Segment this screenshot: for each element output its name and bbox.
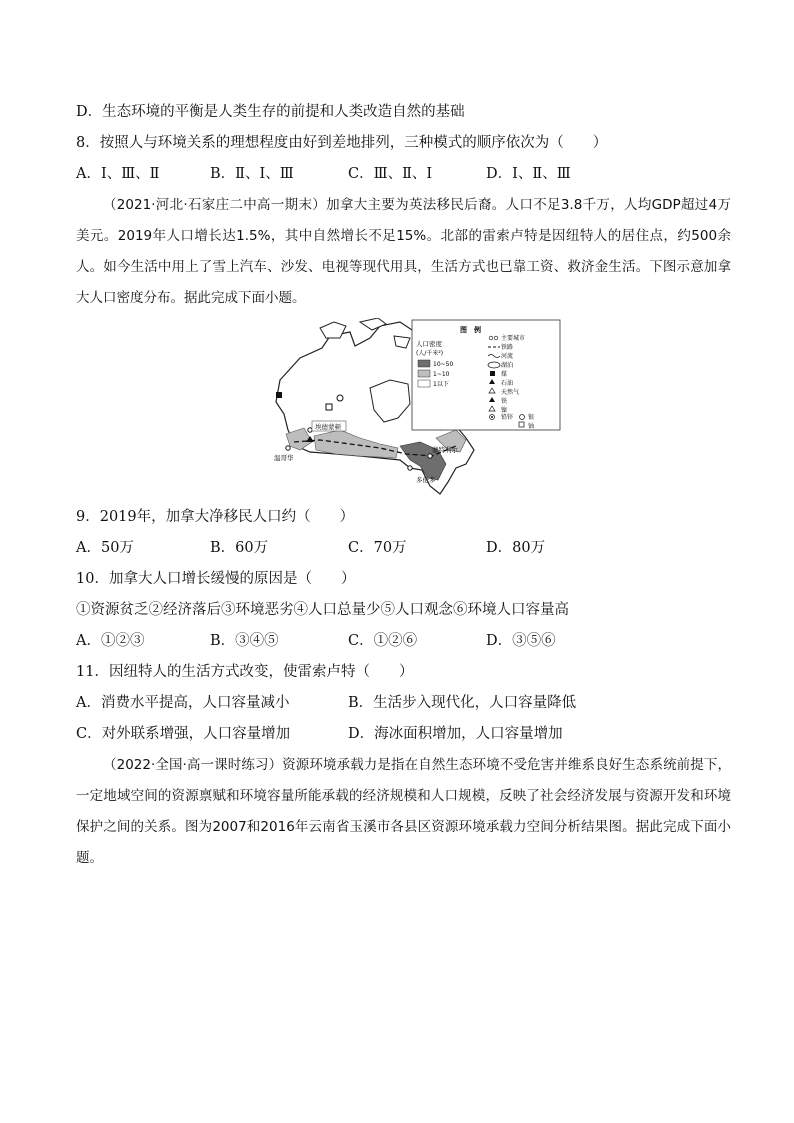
canada-population-density-map <box>260 318 564 498</box>
coal-symbol <box>276 392 282 398</box>
q11-option-d: D．海冰面积增加，人口容量增加 <box>348 726 563 742</box>
legend-coal: 煤 <box>501 371 508 378</box>
map-legend <box>412 320 560 430</box>
q10-option-a: A．①②③ <box>76 633 145 649</box>
legend-oil: 石油 <box>501 380 514 387</box>
city-dot-vancouver <box>286 446 290 450</box>
q10-option-d: D．③⑤⑥ <box>486 633 556 649</box>
legend-title: 图 例 <box>460 326 481 334</box>
legend-silver: 银 <box>528 414 535 421</box>
legend-gas: 天然气 <box>501 389 520 396</box>
legend-density-unit: (人/千米²) <box>416 350 444 357</box>
uranium-symbol <box>326 404 332 410</box>
city-dot-toronto <box>408 466 412 470</box>
q8-option-d: D．Ⅰ、Ⅱ、Ⅲ <box>486 166 571 182</box>
q11-option-b: B．生活步入现代化，人口容量降低 <box>348 695 577 711</box>
passage-yuxi: （2022·全国·高一课时练习）资源环境承载力是指在自然生态环境不受危害并维系良好生态系统前提下，一定地域空间的资源禀赋和环境容量所能承载的经济规模和人口规模，反映了社会经济发展与资源开发和环境保护之间的关系。图为2007和2016年云南省玉溪市各县区资源环境承载力空间分析结果图。据此完成下面小题。 <box>76 757 731 866</box>
q10-option-c: C．①②⑥ <box>348 633 418 649</box>
question-9: 9．2019年，加拿大净移民人口约（ ） <box>76 509 355 525</box>
q9-option-c: C．70万 <box>348 540 407 556</box>
passage-canada: （2021·河北·石家庄二中高一期末）加拿大主要为英法移民后裔。人口不足3.8千万，人均GDP超过4万美元。2019年人口增长达1.5%，其中自然增长不足15%。北部的雷索卢特是因纽特人的居住点，约500余人。如今生活中用上了雪上汽车、沙发、电视等现代用具，生活方式也已靠工资、救济金生活。下图示意加拿大人口密度分布。据此完成下面小题。 <box>76 197 731 306</box>
city-label-vancouver: 温哥华 <box>274 454 294 462</box>
q8-option-c: C．Ⅲ、Ⅱ、Ⅰ <box>348 166 433 182</box>
q8-option-a: A．Ⅰ、Ⅲ、Ⅱ <box>76 166 160 182</box>
q9-option-d: D．80万 <box>486 540 546 556</box>
legend-density-title: 人口密度 <box>416 340 442 348</box>
legend-iron: 铁 <box>501 398 508 405</box>
legend-lead-zinc: 铅锌 <box>501 414 514 421</box>
legend-density-low: 1以下 <box>433 381 449 388</box>
city-label-montreal: 蒙特利尔 <box>432 446 458 454</box>
city-label-toronto: 多伦多 <box>416 476 436 484</box>
city-label-edmonton: 埃德蒙顿 <box>315 423 341 431</box>
question-11: 11．因纽特人的生活方式改变，使雷索卢特（ ） <box>76 664 414 680</box>
legend-lake: 湖泊 <box>501 362 514 369</box>
question-8: 8．按照人与环境关系的理想程度由好到差地排列，三种模式的顺序依次为（ ） <box>76 135 608 151</box>
q9-option-b: B．60万 <box>210 540 269 556</box>
question-10-items: ①资源贫乏②经济落后③环境恶劣④人口总量少⑤人口观念⑥环境人口容量高 <box>76 602 569 618</box>
option-d-text: D．生态环境的平衡是人类生存的前提和人类改造自然的基础 <box>76 104 465 120</box>
legend-uranium: 铀 <box>528 423 535 430</box>
silver-symbol <box>337 395 343 401</box>
question-10: 10．加拿大人口增长缓慢的原因是（ ） <box>76 571 356 587</box>
q8-option-b: B．Ⅱ、Ⅰ、Ⅲ <box>210 166 294 182</box>
legend-density-high: 10~50 <box>433 361 454 368</box>
q9-option-a: A．50万 <box>76 540 134 556</box>
city-dot-edmonton <box>308 428 312 432</box>
legend-nickel: 镍 <box>501 407 508 414</box>
q11-option-c: C．对外联系增强，人口容量增加 <box>76 726 291 742</box>
city-dot-montreal <box>428 454 432 458</box>
legend-railway: 铁路 <box>501 344 514 351</box>
q10-option-b: B．③④⑤ <box>210 633 279 649</box>
q11-option-a: A．消费水平提高，人口容量减小 <box>76 695 290 711</box>
legend-density-mid: 1~10 <box>433 371 450 378</box>
legend-city: 主要城市 <box>501 335 526 342</box>
legend-river: 河流 <box>501 353 514 360</box>
